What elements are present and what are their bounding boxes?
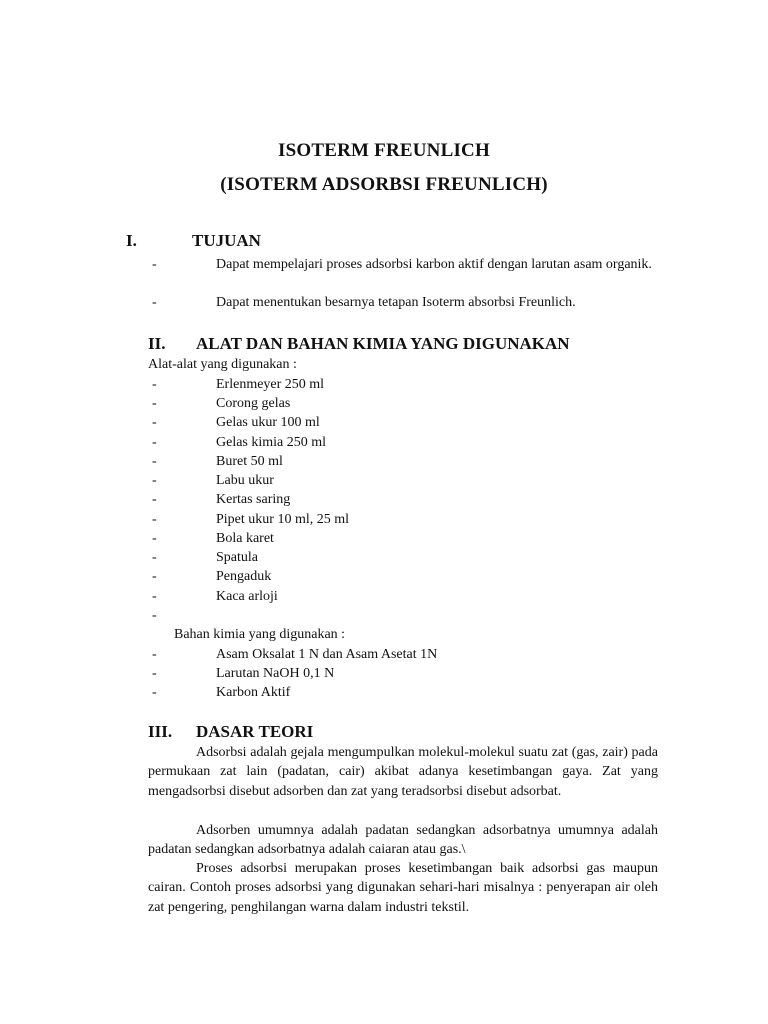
tool-item: Pengaduk (216, 569, 272, 584)
tool-item: Buret 50 ml (216, 454, 283, 469)
tool-item: Labu ukur (216, 473, 274, 488)
tool-item: Corong gelas (216, 396, 291, 411)
list-bullet: - (152, 492, 157, 507)
section-1-heading (126, 231, 526, 253)
list-bullet: - (152, 569, 157, 584)
list-bullet: - (152, 295, 157, 310)
list-bullet: - (152, 531, 157, 546)
list-bullet: - (152, 512, 157, 527)
section-3-number: III. (148, 722, 173, 741)
tool-item: Kertas saring (216, 492, 291, 507)
tool-item: Gelas kimia 250 ml (216, 435, 327, 450)
list-bullet: - (152, 396, 157, 411)
list-bullet: - (152, 608, 157, 623)
purpose-item-2: Dapat menentukan besarnya tetapan Isoterm absorbsi Freunlich. (216, 295, 576, 310)
theory-paragraph-2: Adsorben umumnya adalah padatan sedangkan adsorbatnya umumnya adalah padatan sedangkan adsorbatnya adalah caiaran atau gas.\ (148, 823, 658, 858)
list-bullet: - (152, 473, 157, 488)
list-bullet: - (152, 666, 157, 681)
tools-label: Alat-alat yang digunakan : (148, 357, 297, 372)
section-2-title: ALAT DAN BAHAN KIMIA YANG DIGUNAKAN (196, 334, 570, 353)
section-3-title: DASAR TEORI (196, 722, 314, 741)
tool-item: Bola karet (216, 531, 274, 546)
list-bullet: - (152, 685, 157, 700)
chemical-item: Karbon Aktif (216, 685, 291, 700)
section-1-title: TUJUAN (192, 231, 261, 250)
tool-item: Kaca arloji (216, 589, 278, 604)
tool-item: Erlenmeyer 250 ml (216, 377, 325, 392)
tool-item: Gelas ukur 100 ml (216, 415, 320, 430)
list-bullet: - (152, 415, 157, 430)
list-bullet: - (152, 454, 157, 469)
document-title: ISOTERM FREUNLICH (278, 140, 490, 161)
list-bullet: - (152, 647, 157, 662)
list-bullet: - (152, 589, 157, 604)
section-3-heading (148, 722, 548, 744)
purpose-item-1: Dapat mempelajari proses adsorbsi karbon aktif dengan larutan asam organik. (216, 257, 652, 272)
theory-paragraph-1: Adsorbsi adalah gejala mengumpulkan molekul-molekul suatu zat (gas, zair) pada permukaan zat lain (padatan, cair) akibat adanya kesetimbangan gaya. Zat yang mengadsorbsi disebut adsorben dan zat yang teradsorbsi disebut adsorbat. (148, 745, 658, 799)
section-2-heading (148, 334, 648, 356)
section-1-number: I. (126, 231, 137, 250)
chemical-item: Asam Oksalat 1 N dan Asam Asetat 1N (216, 647, 438, 662)
list-bullet: - (152, 257, 157, 272)
tool-item: Spatula (216, 550, 258, 565)
chemical-item: Larutan NaOH 0,1 N (216, 666, 335, 681)
section-2-number: II. (148, 334, 166, 353)
theory-paragraph-3: Proses adsorbsi merupakan proses kesetimbangan baik adsorbsi gas maupun cairan. Contoh proses adsorbsi yang digunakan sehari-hari misalnya : penyerapan air oleh zat pengering, penghilangan warna dalam industri tekstil. (148, 861, 658, 915)
tool-item: Pipet ukur 10 ml, 25 ml (216, 512, 349, 527)
list-bullet: - (152, 377, 157, 392)
chemicals-label: Bahan kimia yang digunakan : (174, 627, 346, 642)
document-subtitle: (ISOTERM ADSORBSI FREUNLICH) (220, 174, 548, 195)
list-bullet: - (152, 435, 157, 450)
list-bullet: - (152, 550, 157, 565)
